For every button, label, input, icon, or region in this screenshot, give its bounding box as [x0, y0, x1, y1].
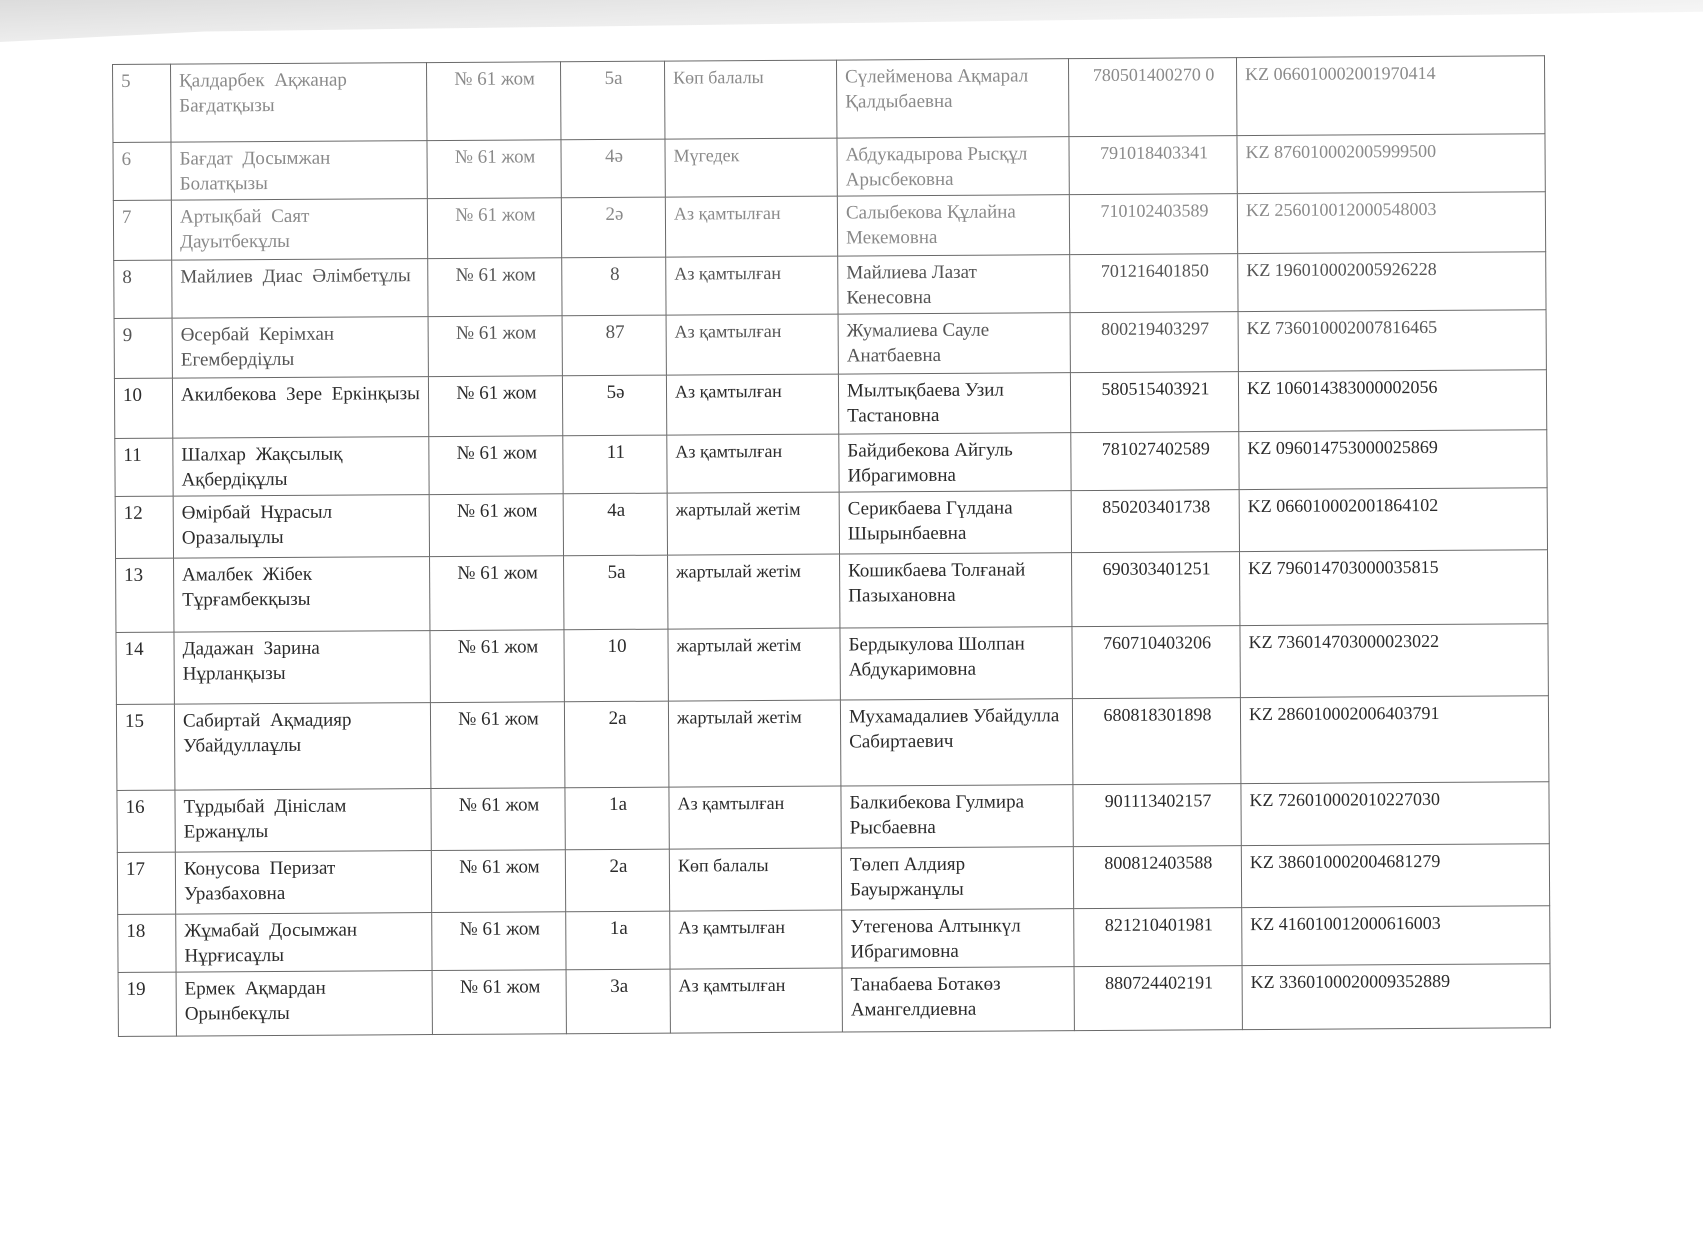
class-grade-cell: 5ә: [562, 375, 666, 436]
school-name-cell: № 61 жом: [428, 316, 562, 377]
school-name-cell: № 61 жом: [429, 436, 563, 495]
parent-iin-cell: 781027402589: [1071, 432, 1239, 491]
row-number-cell: 13: [116, 558, 174, 632]
school-name-cell: № 61 жом: [427, 198, 561, 259]
parent-name-cell: Салыбекова Құлайна Мекемовна: [837, 195, 1069, 256]
parent-name-cell: Кошикбаева Толғанай Пазыхановна: [840, 553, 1072, 628]
parent-name-cell: Байдибекова Айгуль Ибрагимовна: [839, 433, 1071, 492]
row-number-cell: 6: [113, 142, 171, 200]
table-row: [115, 488, 1547, 559]
social-status-cell: Аз қамтылған: [665, 196, 837, 257]
scan-shadow-edge: [0, 0, 1703, 42]
row-number-cell: 8: [114, 260, 172, 318]
parent-name-cell: Сүлейменова Ақмарал Қалдыбаевна: [836, 59, 1068, 138]
row-number-cell: 18: [118, 914, 176, 972]
parent-name-cell: Мылтықбаева Узил Тастановна: [838, 373, 1070, 434]
social-status-cell: Аз қамтылған: [666, 374, 838, 435]
social-status-cell: Аз қамтылған: [667, 434, 839, 493]
bank-account-cell: KZ 416010012000616003: [1242, 906, 1550, 966]
table-row: [113, 56, 1545, 143]
row-number-cell: 14: [116, 632, 174, 704]
parent-iin-cell: 690303401251: [1072, 552, 1240, 627]
table-row: [116, 550, 1548, 633]
parent-name-cell: Серикбаева Гүлдана Шырынбаевна: [839, 491, 1071, 554]
parent-iin-cell: 800219403297: [1070, 312, 1238, 373]
class-grade-cell: 1а: [566, 911, 670, 970]
social-status-cell: Аз қамтылған: [670, 968, 842, 1033]
table-row: [114, 370, 1546, 439]
student-name-cell: Қалдарбек Ақжанар Бағдатқызы: [171, 63, 427, 143]
table-row: [113, 134, 1545, 201]
row-number-cell: 17: [117, 852, 175, 914]
table-row: [114, 252, 1546, 319]
class-grade-cell: 2а: [565, 849, 669, 912]
class-grade-cell: 1а: [565, 787, 669, 850]
student-name-cell: Бағдат Досымжан Болатқызы: [171, 141, 427, 201]
parent-name-cell: Төлеп Алдияр Бауыржанұлы: [841, 847, 1073, 910]
bank-account-cell: KZ 386010002004681279: [1241, 844, 1549, 908]
row-number-cell: 12: [115, 496, 173, 558]
student-name-cell: Тұрдыбай Дініслам Ержанұлы: [175, 789, 431, 853]
bank-account-cell: KZ 726010002010227030: [1241, 782, 1549, 846]
student-name-cell: Амалбек Жібек Тұрғамбекқызы: [174, 557, 430, 633]
social-status-cell: Аз қамтылған: [666, 256, 838, 315]
social-status-cell: Аз қамтылған: [669, 786, 841, 849]
row-number-cell: 19: [118, 972, 176, 1036]
table-body: [113, 56, 1551, 1037]
social-status-cell: Мүгедек: [665, 138, 837, 197]
row-number-cell: 7: [113, 200, 171, 260]
row-number-cell: 16: [117, 790, 175, 852]
parent-iin-cell: 680818301898: [1072, 698, 1241, 785]
parent-name-cell: Мухамадалиев Убайдулла Сабиртаевич: [840, 699, 1073, 786]
bank-account-cell: KZ 196010002005926228: [1238, 252, 1546, 312]
student-name-cell: Шалхар Жақсылық Ақбердіқұлы: [173, 437, 429, 497]
school-name-cell: № 61 жом: [432, 912, 566, 971]
table-row: [117, 782, 1549, 853]
table-row: [115, 430, 1547, 497]
student-name-cell: Өмірбай Нұрасыл Оразалыұлы: [173, 495, 429, 559]
bank-account-cell: KZ 736014703000023022: [1240, 624, 1548, 698]
parent-name-cell: Абдукадырова Рысқұл Арысбековна: [837, 137, 1069, 196]
parent-iin-cell: 710102403589: [1069, 194, 1237, 255]
school-name-cell: № 61 жом: [431, 788, 565, 851]
bank-account-cell: KZ 066010002001864102: [1239, 488, 1547, 552]
bank-account-cell: KZ 876010002005999500: [1237, 134, 1545, 194]
bank-account-cell: KZ 3360100020009352889: [1242, 964, 1550, 1030]
school-name-cell: № 61 жом: [431, 850, 565, 913]
bank-account-cell: KZ 736010002007816465: [1238, 310, 1546, 372]
parent-name-cell: Балкибекова Гулмира Рысбаевна: [841, 785, 1073, 848]
student-name-cell: Өсербай Керімхан Егембердіұлы: [172, 317, 428, 379]
table-row: [116, 624, 1548, 705]
school-name-cell: № 61 жом: [429, 494, 563, 557]
student-name-cell: Жұмабай Досымжан Нұрғисаұлы: [176, 913, 432, 973]
school-name-cell: № 61 жом: [432, 970, 566, 1035]
row-number-cell: 11: [115, 438, 173, 496]
class-grade-cell: 5а: [560, 61, 664, 140]
student-name-cell: Ермек Ақмардан Орынбекұлы: [176, 971, 432, 1037]
class-grade-cell: 2ә: [561, 197, 665, 258]
parent-name-cell: Бердыкулова Шолпан Абдукаримовна: [840, 627, 1072, 700]
school-name-cell: № 61 жом: [427, 140, 561, 199]
student-name-cell: Дадажан Зарина Нұрланқызы: [174, 631, 430, 705]
social-status-cell: Көп балалы: [664, 60, 836, 139]
class-grade-cell: 2а: [564, 701, 669, 788]
parent-iin-cell: 580515403921: [1070, 372, 1238, 433]
school-name-cell: № 61 жом: [430, 702, 565, 789]
parent-iin-cell: 800812403588: [1073, 846, 1241, 909]
bank-account-cell: KZ 286010002006403791: [1240, 696, 1549, 784]
class-grade-cell: 4а: [563, 493, 667, 556]
social-status-cell: Аз қамтылған: [670, 910, 842, 969]
parent-name-cell: Майлиева Лазат Кенесовна: [838, 255, 1070, 314]
school-name-cell: № 61 жом: [430, 556, 564, 631]
social-status-cell: Аз қамтылған: [666, 314, 838, 375]
parent-iin-cell: 880724402191: [1074, 966, 1242, 1031]
parent-iin-cell: 780501400270 0: [1068, 58, 1236, 137]
table-row: [117, 844, 1549, 915]
bank-account-cell: KZ 106014383000002056: [1238, 370, 1546, 432]
table-row: [116, 696, 1548, 791]
row-number-cell: 9: [114, 318, 172, 378]
bank-account-cell: KZ 096014753000025869: [1239, 430, 1547, 490]
parent-iin-cell: 760710403206: [1072, 626, 1240, 699]
parent-name-cell: Утегенова Алтынкүл Ибрагимовна: [842, 909, 1074, 968]
social-status-cell: жартылай жетім: [668, 628, 840, 701]
student-name-cell: Майлиев Диас Әлімбетұлы: [172, 259, 428, 319]
class-grade-cell: 3а: [566, 969, 670, 1034]
row-number-cell: 10: [114, 378, 172, 438]
table-row: [114, 310, 1546, 379]
school-name-cell: № 61 жом: [430, 630, 564, 703]
student-name-cell: Сабиртай Ақмадияр Убайдуллаұлы: [174, 703, 431, 791]
social-status-cell: жартылай жетім: [668, 700, 841, 787]
parent-iin-cell: 821210401981: [1074, 908, 1242, 967]
parent-iin-cell: 850203401738: [1071, 490, 1239, 553]
class-grade-cell: 11: [563, 435, 667, 494]
parent-iin-cell: 791018403341: [1069, 136, 1237, 195]
class-grade-cell: 8: [562, 257, 666, 316]
student-name-cell: Акилбекова Зере Еркінқызы: [172, 377, 428, 439]
table-row: [113, 192, 1545, 261]
beneficiaries-table: [112, 55, 1551, 1037]
parent-iin-cell: 901113402157: [1073, 784, 1241, 847]
table-row: [118, 906, 1550, 973]
parent-iin-cell: 701216401850: [1070, 254, 1238, 313]
class-grade-cell: 10: [564, 629, 668, 702]
bank-account-cell: KZ 256010012000548003: [1237, 192, 1545, 254]
table-row: [118, 964, 1550, 1037]
class-grade-cell: 87: [562, 315, 666, 376]
class-grade-cell: 5а: [564, 555, 668, 630]
social-status-cell: жартылай жетім: [668, 554, 840, 629]
student-name-cell: Конусова Перизат Уразбаховна: [175, 851, 431, 915]
school-name-cell: № 61 жом: [428, 376, 562, 437]
bank-account-cell: KZ 796014703000035815: [1239, 550, 1547, 626]
school-name-cell: № 61 жом: [426, 62, 560, 141]
social-status-cell: жартылай жетім: [667, 492, 839, 555]
social-status-cell: Көп балалы: [669, 848, 841, 911]
class-grade-cell: 4ә: [561, 139, 665, 198]
parent-name-cell: Жумалиева Сауле Анатбаевна: [838, 313, 1070, 374]
row-number-cell: 15: [116, 704, 175, 790]
school-name-cell: № 61 жом: [428, 258, 562, 317]
row-number-cell: 5: [113, 64, 171, 142]
student-name-cell: Артықбай Саят Дауытбекұлы: [171, 199, 427, 261]
parent-name-cell: Танабаева Ботакөз Амангелдиевна: [842, 967, 1074, 1032]
bank-account-cell: KZ 066010002001970414: [1236, 56, 1544, 136]
